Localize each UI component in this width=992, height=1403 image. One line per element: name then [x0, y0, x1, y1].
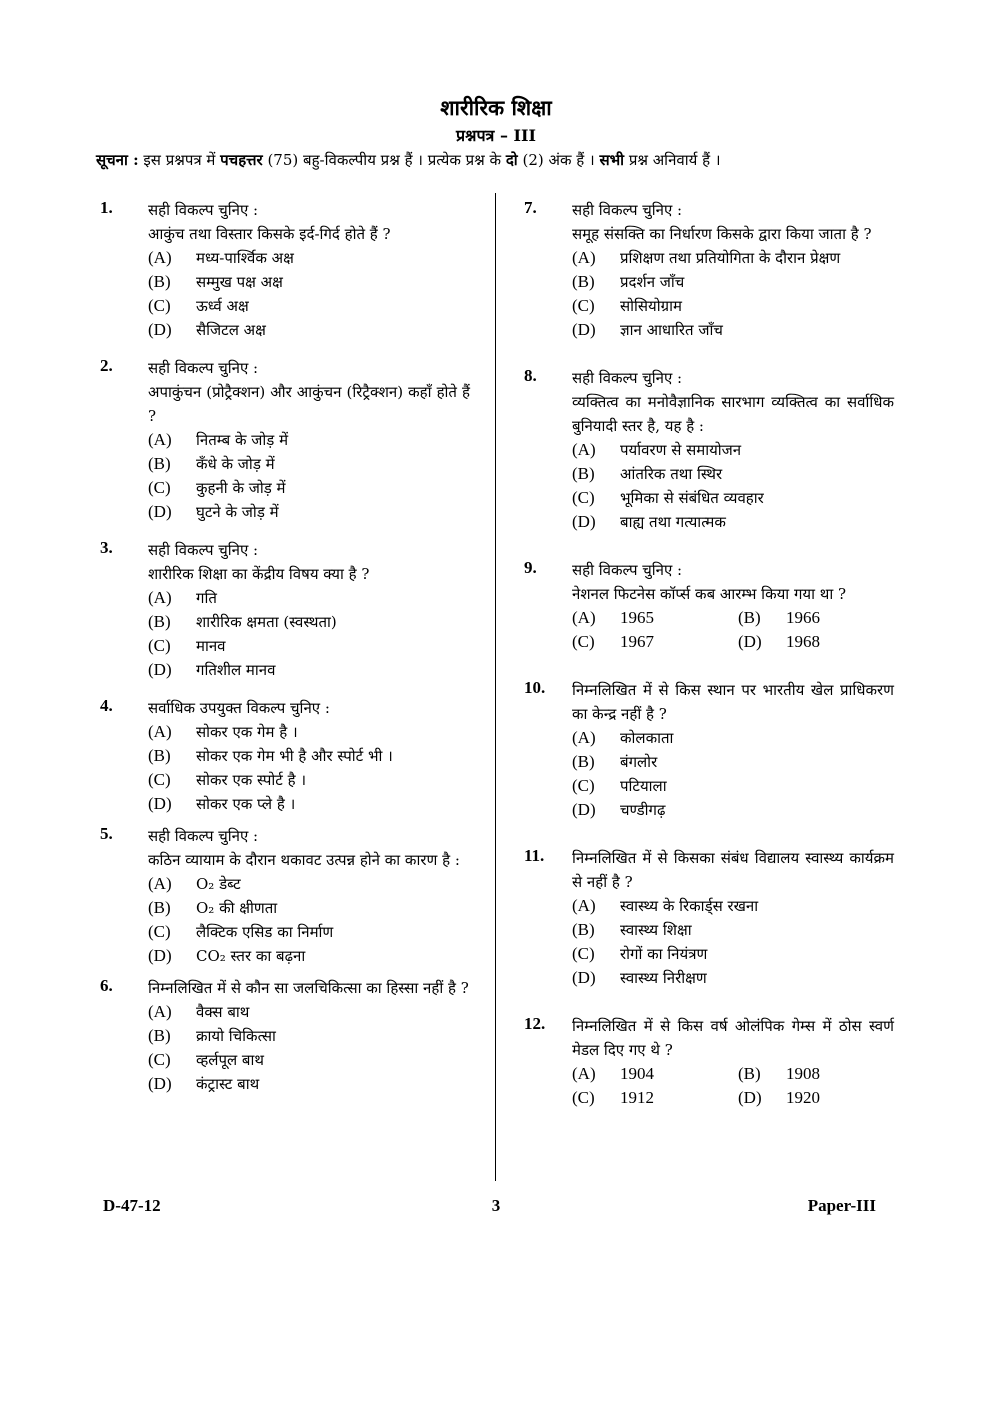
question-item [524, 198, 894, 342]
option-item [572, 486, 894, 510]
notice-text: (2) अंक हैं । [522, 151, 595, 169]
option-text: सम्मुख पक्ष अक्ष [196, 273, 283, 291]
question-item [524, 366, 894, 534]
option-item [572, 318, 894, 342]
question-text: नेशनल फिटनेस कॉर्प्स कब आरम्भ किया गया था ? [572, 585, 847, 603]
option-item [148, 658, 470, 682]
option-text: प्रदर्शन जाँच [620, 273, 685, 291]
option-item [572, 510, 894, 534]
question-item [524, 678, 894, 822]
option-label: (B) [572, 920, 595, 939]
question-number: 10. [524, 678, 546, 697]
option-label: (D) [148, 946, 172, 965]
option-text: सोसियोग्राम [620, 297, 682, 315]
question-item [100, 696, 470, 816]
option-text: 1966 [786, 608, 820, 627]
option-label: (B) [148, 746, 171, 765]
option-item [148, 896, 470, 920]
option-text: 1968 [786, 632, 820, 651]
option-text: सोकर एक गेम भी है और स्पोर्ट भी । [196, 747, 393, 765]
option-item [572, 438, 894, 462]
option-label: (A) [148, 874, 172, 893]
option-label: (A) [148, 248, 172, 267]
question-number: 9. [524, 558, 537, 577]
option-label: (B) [738, 608, 761, 627]
option-label: (A) [572, 728, 596, 747]
question-text: अपाकुंचन (प्रोट्रैक्शन) और आकुंचन (रिट्रैक्शन) कहाँ होते हैं ? [148, 383, 470, 425]
page-title: शारीरिक शिक्षा [440, 95, 552, 120]
option-item [148, 1000, 470, 1024]
option-label: (C) [572, 944, 595, 963]
option-item [148, 1048, 470, 1072]
option-text: कँधे के जोड़ में [196, 455, 275, 473]
options-grid [572, 606, 894, 654]
option-label: (C) [148, 296, 171, 315]
option-item [572, 726, 894, 750]
option-item [572, 942, 894, 966]
question-number: 6. [100, 976, 113, 995]
option-text: ऊर्ध्व अक्ष [196, 297, 249, 315]
question-text: निम्नलिखित में से किसका संबंध विद्यालय स्वास्थ्य कार्यक्रम से नहीं है ? [572, 849, 894, 891]
option-label: (D) [572, 968, 596, 987]
option-label: (A) [572, 440, 596, 459]
option-label: (C) [148, 636, 171, 655]
question-item [100, 976, 470, 1096]
option-item [572, 798, 894, 822]
option-text: CO₂ स्तर का बढ़ना [196, 947, 306, 965]
option-item [572, 894, 894, 918]
question-item [100, 538, 470, 682]
option-label: (D) [148, 794, 172, 813]
option-label: (C) [572, 1088, 595, 1107]
question-instruction: सही विकल्प चुनिए : [148, 359, 259, 377]
right-column [524, 198, 894, 1110]
instructions-notice [96, 150, 896, 170]
option-text: 1908 [786, 1064, 820, 1083]
option-item [572, 462, 894, 486]
option-text: भूमिका से संबंधित व्यवहार [620, 489, 764, 507]
option-item [572, 750, 894, 774]
option-item [148, 720, 470, 744]
question-number: 11. [524, 846, 545, 865]
question-instruction: सही विकल्प चुनिए : [148, 201, 259, 219]
option-item [572, 774, 894, 798]
option-text: चण्डीगढ़ [620, 801, 666, 819]
footer-code: D-47-12 [103, 1196, 161, 1215]
question-text: सर्वाधिक उपयुक्त विकल्प चुनिए : [148, 699, 330, 717]
option-item [148, 744, 470, 768]
option-label: (A) [572, 608, 596, 627]
option-label: (D) [148, 660, 172, 679]
question-item [524, 1014, 894, 1110]
option-text: गति [196, 589, 217, 607]
option-label: (A) [572, 896, 596, 915]
option-item [738, 1086, 888, 1110]
option-text: स्वास्थ्य निरीक्षण [620, 969, 707, 987]
option-label: (B) [738, 1064, 761, 1083]
option-label: (D) [148, 1074, 172, 1093]
question-item [524, 558, 894, 654]
option-text: बाह्य तथा गत्यात्मक [620, 513, 726, 531]
option-text: O₂ डेब्ट [196, 875, 241, 893]
question-instruction: सही विकल्प चुनिए : [572, 201, 683, 219]
option-text: स्वास्थ्य शिक्षा [620, 921, 692, 939]
option-text: स्वास्थ्य के रिकार्ड्स रखना [620, 897, 759, 915]
option-label: (D) [148, 320, 172, 339]
option-item [572, 246, 894, 270]
option-label: (C) [572, 776, 595, 795]
option-text: घुटने के जोड़ में [196, 503, 279, 521]
paper-subtitle: प्रश्नपत्र – III [456, 126, 536, 145]
option-text: शारीरिक क्षमता (स्वस्थता) [196, 613, 337, 631]
option-item [148, 246, 470, 270]
option-item [148, 500, 470, 524]
question-instruction: सही विकल्प चुनिए : [148, 827, 259, 845]
option-text: मानव [196, 637, 226, 655]
option-item [572, 1062, 738, 1086]
question-number: 2. [100, 356, 113, 375]
question-number: 12. [524, 1014, 546, 1033]
notice-bold: पचहत्तर [220, 151, 263, 169]
question-number: 7. [524, 198, 537, 217]
option-label: (A) [148, 722, 172, 741]
option-text: लैक्टिक एसिड का निर्माण [196, 923, 334, 941]
question-instruction: सही विकल्प चुनिए : [572, 369, 683, 387]
option-label: (B) [148, 454, 171, 473]
option-label: (C) [572, 488, 595, 507]
option-item [572, 918, 894, 942]
options-grid [572, 1062, 894, 1110]
option-item [572, 606, 738, 630]
option-text: 1967 [620, 632, 654, 651]
footer-paper: Paper-III [807, 1196, 876, 1215]
notice-bold: सभी [599, 151, 625, 169]
option-text: 1920 [786, 1088, 820, 1107]
option-label: (A) [148, 1002, 172, 1021]
option-item [572, 630, 738, 654]
option-label: (D) [738, 1088, 762, 1107]
question-item [100, 356, 470, 524]
question-text: शारीरिक शिक्षा का केंद्रीय विषय क्या है ? [148, 565, 370, 583]
option-label: (D) [572, 320, 596, 339]
notice-label: सूचना : [96, 151, 139, 169]
question-instruction: सही विकल्प चुनिए : [148, 541, 259, 559]
column-divider [495, 193, 496, 1181]
option-item [572, 270, 894, 294]
option-label: (C) [572, 296, 595, 315]
option-text: 1912 [620, 1088, 654, 1107]
left-column [100, 198, 470, 1096]
question-item [524, 846, 894, 990]
question-text: व्यक्तित्व का मनोवैज्ञानिक सारभाग व्यक्तित्व का सर्वाधिक बुनियादी स्तर है, यह है : [572, 393, 894, 435]
option-item [148, 294, 470, 318]
option-text: कुहनी के जोड़ में [196, 479, 286, 497]
question-number: 1. [100, 198, 113, 217]
option-label: (C) [148, 922, 171, 941]
option-text: O₂ की क्षीणता [196, 899, 278, 917]
option-text: सोकर एक स्पोर्ट है । [196, 771, 307, 789]
option-item [148, 586, 470, 610]
option-text: बंगलोर [620, 753, 658, 771]
question-text: कठिन व्यायाम के दौरान थकावट उत्पन्न होने का कारण है : [148, 851, 460, 869]
option-item [572, 294, 894, 318]
option-item [148, 318, 470, 342]
option-text: आंतरिक तथा स्थिर [620, 465, 723, 483]
option-text: पर्यावरण से समायोजन [620, 441, 742, 459]
footer-page-number: 3 [491, 1196, 501, 1215]
option-label: (B) [148, 272, 171, 291]
option-text: ज्ञान आधारित जाँच [620, 321, 723, 339]
option-label: (B) [148, 1026, 171, 1045]
question-text: निम्नलिखित में से किस स्थान पर भारतीय खेल प्राधिकरण का केन्द्र नहीं है ? [572, 681, 894, 723]
option-text: सैजिटल अक्ष [196, 321, 266, 339]
option-item [148, 270, 470, 294]
option-item [148, 872, 470, 896]
option-text: वैक्स बाथ [196, 1003, 250, 1021]
option-label: (D) [738, 632, 762, 651]
question-item [100, 198, 470, 342]
question-number: 8. [524, 366, 537, 385]
option-text: 1904 [620, 1064, 654, 1083]
option-label: (B) [572, 272, 595, 291]
question-text: समूह संसक्ति का निर्धारण किसके द्वारा किया जाता है ? [572, 225, 872, 243]
option-label: (D) [572, 512, 596, 531]
option-item [738, 1062, 888, 1086]
option-item [572, 1086, 738, 1110]
notice-text: प्रश्न अनिवार्य हैं । [628, 151, 721, 169]
option-item [148, 792, 470, 816]
option-item [148, 1072, 470, 1096]
option-text: रोगों का नियंत्रण [620, 945, 708, 963]
option-item [148, 768, 470, 792]
option-item [148, 610, 470, 634]
question-text: आकुंच तथा विस्तार किसके इर्द-गिर्द होते हैं ? [148, 225, 391, 243]
question-number: 4. [100, 696, 113, 715]
option-text: कंट्रास्ट बाथ [196, 1075, 260, 1093]
question-number: 5. [100, 824, 113, 843]
question-number: 3. [100, 538, 113, 557]
option-text: सोकर एक गेम है । [196, 723, 298, 741]
option-label: (B) [148, 612, 171, 631]
option-item [148, 634, 470, 658]
option-label: (C) [148, 770, 171, 789]
option-label: (C) [572, 632, 595, 651]
option-item [148, 476, 470, 500]
option-item [572, 966, 894, 990]
option-label: (B) [572, 464, 595, 483]
option-label: (C) [148, 478, 171, 497]
option-label: (C) [148, 1050, 171, 1069]
option-text: व्हर्लपूल बाथ [196, 1051, 264, 1069]
option-item [738, 606, 888, 630]
option-label: (D) [148, 502, 172, 521]
option-text: कोलकाता [620, 729, 674, 747]
option-text: प्रशिक्षण तथा प्रतियोगिता के दौरान प्रेक्षण [620, 249, 841, 267]
notice-text: इस प्रश्नपत्र में [143, 151, 216, 169]
option-label: (A) [148, 430, 172, 449]
option-label: (B) [572, 752, 595, 771]
option-text: मध्य-पार्श्विक अक्ष [196, 249, 294, 267]
option-text: पटियाला [620, 777, 667, 795]
option-label: (D) [572, 800, 596, 819]
question-text: निम्नलिखित में से किस वर्ष ओलंपिक गेम्स में ठोस स्वर्ण मेडल दिए गए थे ? [572, 1017, 894, 1059]
question-item [100, 824, 470, 968]
question-text: निम्नलिखित में से कौन सा जलचिकित्सा का हिस्सा नहीं है ? [148, 979, 469, 997]
option-text: सोकर एक प्ले है । [196, 795, 296, 813]
option-label: (A) [572, 248, 596, 267]
option-item [148, 428, 470, 452]
notice-bold: दो [505, 151, 518, 169]
option-text: नितम्ब के जोड़ में [196, 431, 289, 449]
option-label: (A) [148, 588, 172, 607]
option-item [148, 1024, 470, 1048]
option-label: (B) [148, 898, 171, 917]
question-instruction: सही विकल्प चुनिए : [572, 561, 683, 579]
option-item [148, 452, 470, 476]
option-text: 1965 [620, 608, 654, 627]
option-item [738, 630, 888, 654]
notice-text: (75) बहु-विकल्पीय प्रश्न हैं । प्रत्येक प्रश्न के [267, 151, 502, 169]
option-item [148, 944, 470, 968]
option-text: गतिशील मानव [196, 661, 276, 679]
option-text: क्रायो चिकित्सा [196, 1027, 276, 1045]
option-label: (A) [572, 1064, 596, 1083]
option-item [148, 920, 470, 944]
